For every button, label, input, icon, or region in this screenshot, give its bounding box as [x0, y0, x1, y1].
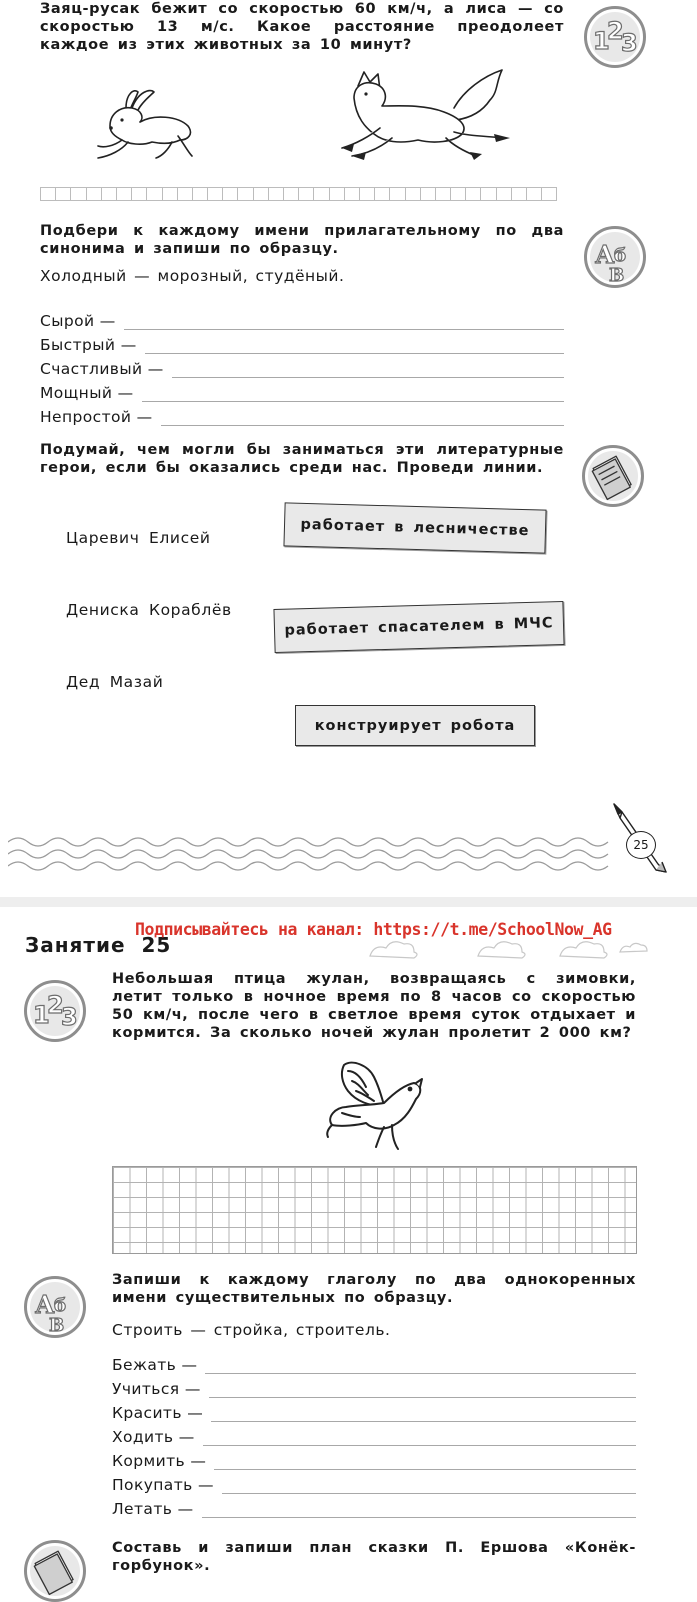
task-nouns-text: Запиши к каждому глаголу по два однокоренных имени существительных по образцу. — [112, 1272, 636, 1306]
svg-text:А: А — [35, 1290, 55, 1319]
hero-deniska: Дениска Кораблёв — [66, 601, 232, 619]
task-bird-text: Небольшая птица жулан, возвращаясь с зимовки, летит только в ночное время по 8 часов со скоростью 50 км/ч, после чего в светлое время суток отдыхает и кормится. За сколько ночей жулан пролетит 2 000 км? — [112, 971, 636, 1041]
hare-illustration — [92, 86, 197, 168]
page-number: 25 — [633, 838, 649, 852]
task-synonyms-text: Подбери к каждому имени прилагательному по два синонима и запиши по образцу. — [40, 223, 564, 257]
answer-line-kormit[interactable] — [112, 1452, 636, 1470]
hero-tsarevich: Царевич Елисей — [66, 529, 211, 547]
answer-line-label: Бежать — — [112, 1356, 198, 1374]
job-box-robot[interactable]: конструирует робота — [295, 705, 535, 746]
answer-line-neprostoy[interactable] — [40, 408, 564, 426]
task-plan-text: Составь и запиши план сказки П. Ершова «Конёк-горбунок». — [112, 1540, 636, 1574]
answer-line-label: Ходить — — [112, 1428, 195, 1446]
math-badge-icon — [24, 980, 86, 1042]
answer-line-schastlivy[interactable] — [40, 360, 564, 378]
svg-text:1: 1 — [33, 1001, 50, 1029]
answer-line-label: Летать — — [112, 1500, 194, 1518]
answer-line-letat[interactable] — [112, 1500, 636, 1518]
book-badge-icon — [24, 1540, 86, 1602]
language-badge-icon — [24, 1276, 86, 1338]
answer-line-label: Кормить — — [112, 1452, 207, 1470]
job-box-rescue[interactable]: работает спасателем в МЧС — [273, 601, 564, 653]
wave-decoration — [8, 834, 610, 874]
svg-text:3: 3 — [621, 29, 638, 57]
svg-text:А: А — [595, 240, 615, 269]
book-badge-icon — [582, 445, 644, 507]
answer-line-syroy[interactable] — [40, 312, 564, 330]
svg-text:1: 1 — [593, 27, 610, 55]
watermark-text: Подписывайтесь на канал: https://t.me/SchoolNow_AG — [135, 920, 612, 939]
answer-line-label: Мощный — — [40, 384, 134, 402]
job-box-forestry[interactable]: работает в лесничестве — [283, 502, 546, 553]
answer-line-moshny[interactable] — [40, 384, 564, 402]
svg-text:2: 2 — [607, 17, 624, 45]
answer-line-label: Учиться — — [112, 1380, 201, 1398]
task-hare-fox-text: Заяц-русак бежит со скоростью 60 км/ч, а лиса — со скоростью 13 м/с. Какое расстояние преодолеет каждое из этих животных за 10 минут? — [40, 1, 564, 53]
answer-line-uchitsya[interactable] — [112, 1380, 636, 1398]
fox-illustration — [334, 68, 516, 166]
nouns-sample: Строить — стройка, строитель. — [112, 1321, 391, 1339]
answer-line-label: Быстрый — — [40, 336, 137, 354]
answer-line-krasit[interactable] — [112, 1404, 636, 1422]
lesson-title: Занятие 25 — [25, 933, 172, 957]
svg-text:3: 3 — [61, 1003, 78, 1031]
synonyms-sample: Холодный — морозный, студёный. — [40, 267, 345, 285]
task-heroes-text: Подумай, чем могли бы заниматься эти литературные герои, если бы оказались среди нас. Проведи линии. — [40, 442, 564, 476]
answer-line-khodit[interactable] — [112, 1428, 636, 1446]
answer-line-bezhat[interactable] — [112, 1356, 636, 1374]
hero-ded-mazay: Дед Мазай — [66, 673, 164, 691]
page-number-badge — [626, 831, 656, 859]
answer-line-bystry[interactable] — [40, 336, 564, 354]
svg-text:2: 2 — [47, 991, 64, 1019]
answer-line-label: Счастливый — — [40, 360, 164, 378]
svg-text:В: В — [49, 1315, 65, 1335]
answer-line-label: Покупать — — [112, 1476, 214, 1494]
language-badge-icon — [584, 226, 646, 288]
answer-grid[interactable] — [112, 1166, 637, 1254]
bird-illustration — [322, 1055, 426, 1153]
svg-text:В: В — [609, 265, 625, 285]
page-divider — [0, 897, 697, 907]
answer-line-label: Красить — — [112, 1404, 204, 1422]
answer-line-label: Сырой — — [40, 312, 116, 330]
answer-cells-row[interactable] — [40, 187, 556, 201]
answer-line-pokupat[interactable] — [112, 1476, 636, 1494]
math-badge-icon — [584, 6, 646, 68]
svg-text:б: б — [54, 1295, 67, 1316]
svg-text:б: б — [614, 245, 627, 266]
answer-line-label: Непростой — — [40, 408, 153, 426]
